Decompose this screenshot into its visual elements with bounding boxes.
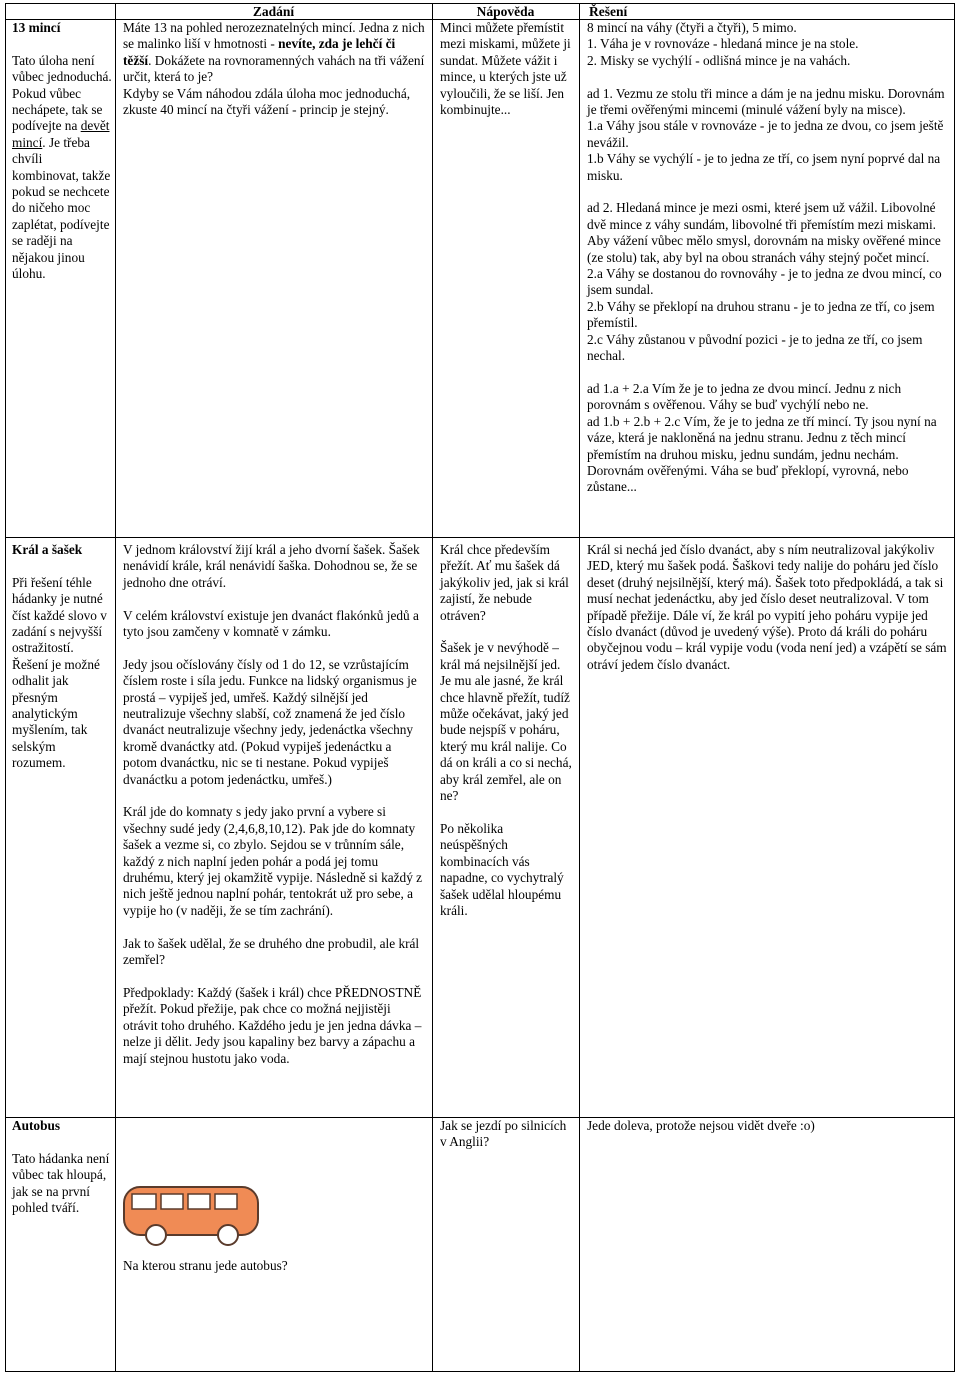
reseni-line: ad 1.a + 2.a Vím že je to jedna ze dvou mincí. Jednu z nich porovnám s ověřenou. Váhy se buď vychýlí nebo ne. bbox=[587, 380, 902, 413]
row3-title-cell bbox=[12, 1118, 112, 1216]
row3-zadani bbox=[123, 1258, 425, 1274]
bus-window bbox=[132, 1194, 156, 1209]
reseni-line: 1.b Váhy se vychýlí - je to jedna ze tří, co jsem nyní poprvé dal na misku. bbox=[587, 151, 941, 183]
table-bottom-border bbox=[5, 1371, 955, 1372]
bus-wheel bbox=[218, 1225, 238, 1245]
column-divider-1 bbox=[115, 3, 116, 1372]
zadani-paragraph: V jednom království žijí král a jeho dvorní šašek. Šašek nenávidí krále, král nenávidí šaška. Dohodnou se, že se jednoho dne otráví. bbox=[123, 542, 420, 590]
table-right-border bbox=[954, 3, 955, 1372]
row1-napoveda-text: Minci můžete přemístit mezi miskami, můžete ji sundat. Můžete vážit i mince, u kterých jste už vyloučili, že se liší. Jen kombinujte... bbox=[440, 20, 571, 118]
row2-zadani bbox=[123, 542, 425, 1067]
row1-napoveda bbox=[440, 20, 573, 118]
row2-title: Král a šašek bbox=[12, 542, 83, 557]
reseni-line: 2. Misky se vychýlí - odlišná mince je na vahách. bbox=[587, 52, 851, 68]
reseni-line: ad 2. Hledaná mince je mezi osmi, které jsem už vážil. Libovolné dvě mince z váhy sundám, libovolné tři přemístím mezi miskami. Aby vážení vůbec mělo smysl, dorovnám na misky ověřené mince (ze stolu) tak, aby byl na obou stranách váhy stejný počet mincí. bbox=[587, 200, 941, 265]
bus-wheel bbox=[146, 1225, 166, 1245]
row1-bottom-border bbox=[5, 537, 955, 538]
header-zadani: Zadání bbox=[252, 4, 295, 19]
row1-zadani bbox=[123, 20, 425, 118]
nine-coins-link[interactable]: devět mincí bbox=[12, 118, 110, 150]
row3-title: Autobus bbox=[12, 1118, 61, 1133]
zadani-paragraph: Jedy jsou očíslovány čísly od 1 do 12, se vzrůstajícím číslem roste i síla jedu. Funkce na lidský organismus je prostá – vypiješ jed, umřeš. Každý silnější jed neutralizuje všechny slabší, což znamená že jed číslo dvanáct neutralizuje všechny jedy, jedenáctka všechny kromě dvanáctky atd. (Pokud vypiješ jedenáctku a potom dvanáctku, nic se ti nestane. Pokud vypiješ dvanáctku a potom jedenáctku, umřeš.) bbox=[123, 656, 417, 787]
row2-title-cell bbox=[12, 542, 112, 772]
napoveda-paragraph: Po několika neúspěšných kombinacích vás napadne, co vychytralý šašek udělal hloupému králi. bbox=[440, 820, 564, 918]
napoveda-paragraph: Šašek je v nevýhodě – král má nejsilnější jed. Je mu ale jasné, že král chce hlavně přežít, tudíž může očekávat, jaký jed bude nejspíš v poháru, který mu král nalije. Co dá on králi a co si nechá, aby král zemřel, ale on ne? bbox=[440, 640, 572, 804]
row3-reseni bbox=[587, 1118, 949, 1134]
zadani-paragraph: Předpoklady: Každý (šašek i král) chce PŘEDNOSTNĚ přežít. Pokud přežije, pak chce co možná nejjistěji otrávit toho druhého. Každého jedu je jen jedna dávka – nelze ji dělit. Jedy jsou kapaliny bez barvy a zápachu a mají stejnou hustotu jako voda. bbox=[123, 984, 422, 1066]
reseni-line: 1.a Váhy jsou stále v rovnováze - je to jedna ze dvou, co jsem ještě nevážil. bbox=[587, 118, 944, 150]
bus-window bbox=[215, 1194, 237, 1209]
reseni-line: 2.a Váhy se dostanou do rovnováhy - je to jedna ze dvou mincí, co jsem sundal. bbox=[587, 266, 942, 298]
zadani-paragraph: Král jde do komnaty s jedy jako první a vybere si všechny sudé jedy (2,4,6,8,10,12). Pak jde do komnaty šašek a vezme si, co zbylo. Sejdou se v trůnním sále, každý z nich naplní jeden pohár a podá jej tomu druhému, který jej okamžitě vypije. Následně si každý z nich ještě jednou naplní pohár, tentokrát už pro sebe, a vypije ho (v naději, že se tím zachrání). bbox=[123, 804, 423, 918]
column-divider-3 bbox=[579, 3, 580, 1372]
row1-zadani-p2: Kdyby se Vám náhodou zdála úloha moc jednoduchá, zkuste 40 mincí na čtyři vážení - princip je stejný. bbox=[123, 85, 411, 118]
reseni-line: 8 mincí na váhy (čtyři a čtyři), 5 mimo. bbox=[587, 20, 797, 35]
row1-title: 13 mincí bbox=[12, 20, 61, 35]
napoveda-paragraph: Král chce především přežít. Ať mu šašek dá jakýkoliv jed, jak si král zajistí, že nebude otráven? bbox=[440, 542, 569, 623]
row2-reseni bbox=[587, 542, 949, 673]
reseni-line: 1. Váha je v rovnováze - hledaná mince je na stole. bbox=[587, 36, 859, 52]
bus-icon bbox=[122, 1185, 260, 1247]
header-reseni: Řešení bbox=[589, 4, 628, 19]
reseni-line: 2.c Váhy zůstanou v původní pozici - je to jedna ze tří, co jsem nechal. bbox=[587, 331, 923, 364]
reseni-line: ad 1. Vezmu ze stolu tři mince a dám je na jednu misku. Dorovnám je třemi ověřenými mincemi (minulé vážení byly na misce). bbox=[587, 85, 945, 118]
bus-window bbox=[161, 1194, 183, 1209]
column-divider-2 bbox=[432, 3, 433, 1372]
zadani-paragraph: V celém království existuje jen dvanáct flakónků jedů a tyto jsou zamčeny v komnatě v zámku. bbox=[123, 607, 419, 640]
row1-note: Tato úloha není vůbec jednoduchá. Pokud vůbec nechápete, tak se podívejte na devět mincí. Je třeba chvíli kombinovat, takže pokud se nechcete do ničeho moc zaplétat, podívejte se raději na nějakou jinou úlohu. bbox=[12, 52, 112, 282]
row2-napoveda bbox=[440, 542, 573, 919]
row3-question: Na kterou stranu jede autobus? bbox=[123, 1258, 288, 1273]
row3-answer: Jede doleva, protože nejsou vidět dveře :o) bbox=[587, 1118, 815, 1133]
zadani-question: Jak to šašek udělal, že se druhého dne probudil, ale král zemřel? bbox=[123, 935, 420, 968]
header-napoveda: Nápověda bbox=[476, 4, 535, 19]
row1-zadani-p1: Máte 13 na pohled nerozeznatelných mincí. Jedna z nich se malinko liší v hmotnosti - nevíte, zda je lehčí či těžší. Dokážete na rovnoramenných vahách na tři vážení určit, která to je? bbox=[123, 20, 425, 85]
reseni-line: 2.b Váhy se překlopí na druhou stranu - je to jedna ze tří, co jsem přemístil. bbox=[587, 298, 935, 331]
bus-window bbox=[188, 1194, 210, 1209]
row1-reseni bbox=[587, 20, 949, 496]
row1-title-cell bbox=[12, 20, 112, 282]
row3-note: Tato hádanka není vůbec tak hloupá, jak se na první pohled tváří. bbox=[12, 1150, 110, 1216]
table-left-border bbox=[5, 3, 6, 1372]
reseni-paragraph: Král si nechá jed číslo dvanáct, aby s ním neutralizoval jakýkoliv JED, který mu šašek podá. Šaškovi tedy nalije do poháru jed číslo deset (druhý nejsilnější, který má). Šašek toto předpokládá, a tak si musí nechat jedenáctku, aby jed číslo deset neutralizoval. V tom případě přežije. Dále ví, že král po vypití jeho poháru vypije jed číslo dvanáct (důvod je uvedený výše). Proto dá králi do poháru obyčejnou vodu – král vypije vodu (voda není jed) a vzápětí se sám otráví jedem číslo dvanáct. bbox=[587, 542, 947, 672]
row2-note: Při řešení téhle hádanky je nutné číst každé slovo v zadání s nejvyšší ostražitostí. Řešení je možné odhalit jak přesným analytickým myšlením, tak selským rozumem. bbox=[12, 574, 107, 771]
bus-illustration bbox=[122, 1185, 260, 1247]
row3-hint: Jak se jezdí po silnicích v Anglii? bbox=[440, 1118, 567, 1150]
row3-napoveda bbox=[440, 1118, 573, 1151]
reseni-line: ad 1.b + 2.b + 2.c Vím, že je to jedna ze tří mincí. Ty jsou nyní na váze, která je nakloněná na jednu stranu. Jednu z těch mincí přemístím na druhou misku, jednu sundám, jednu nechám. Dorovnám ověřenými. Váha se buď překlopí, vyrovná, nebo zůstane... bbox=[587, 413, 937, 495]
